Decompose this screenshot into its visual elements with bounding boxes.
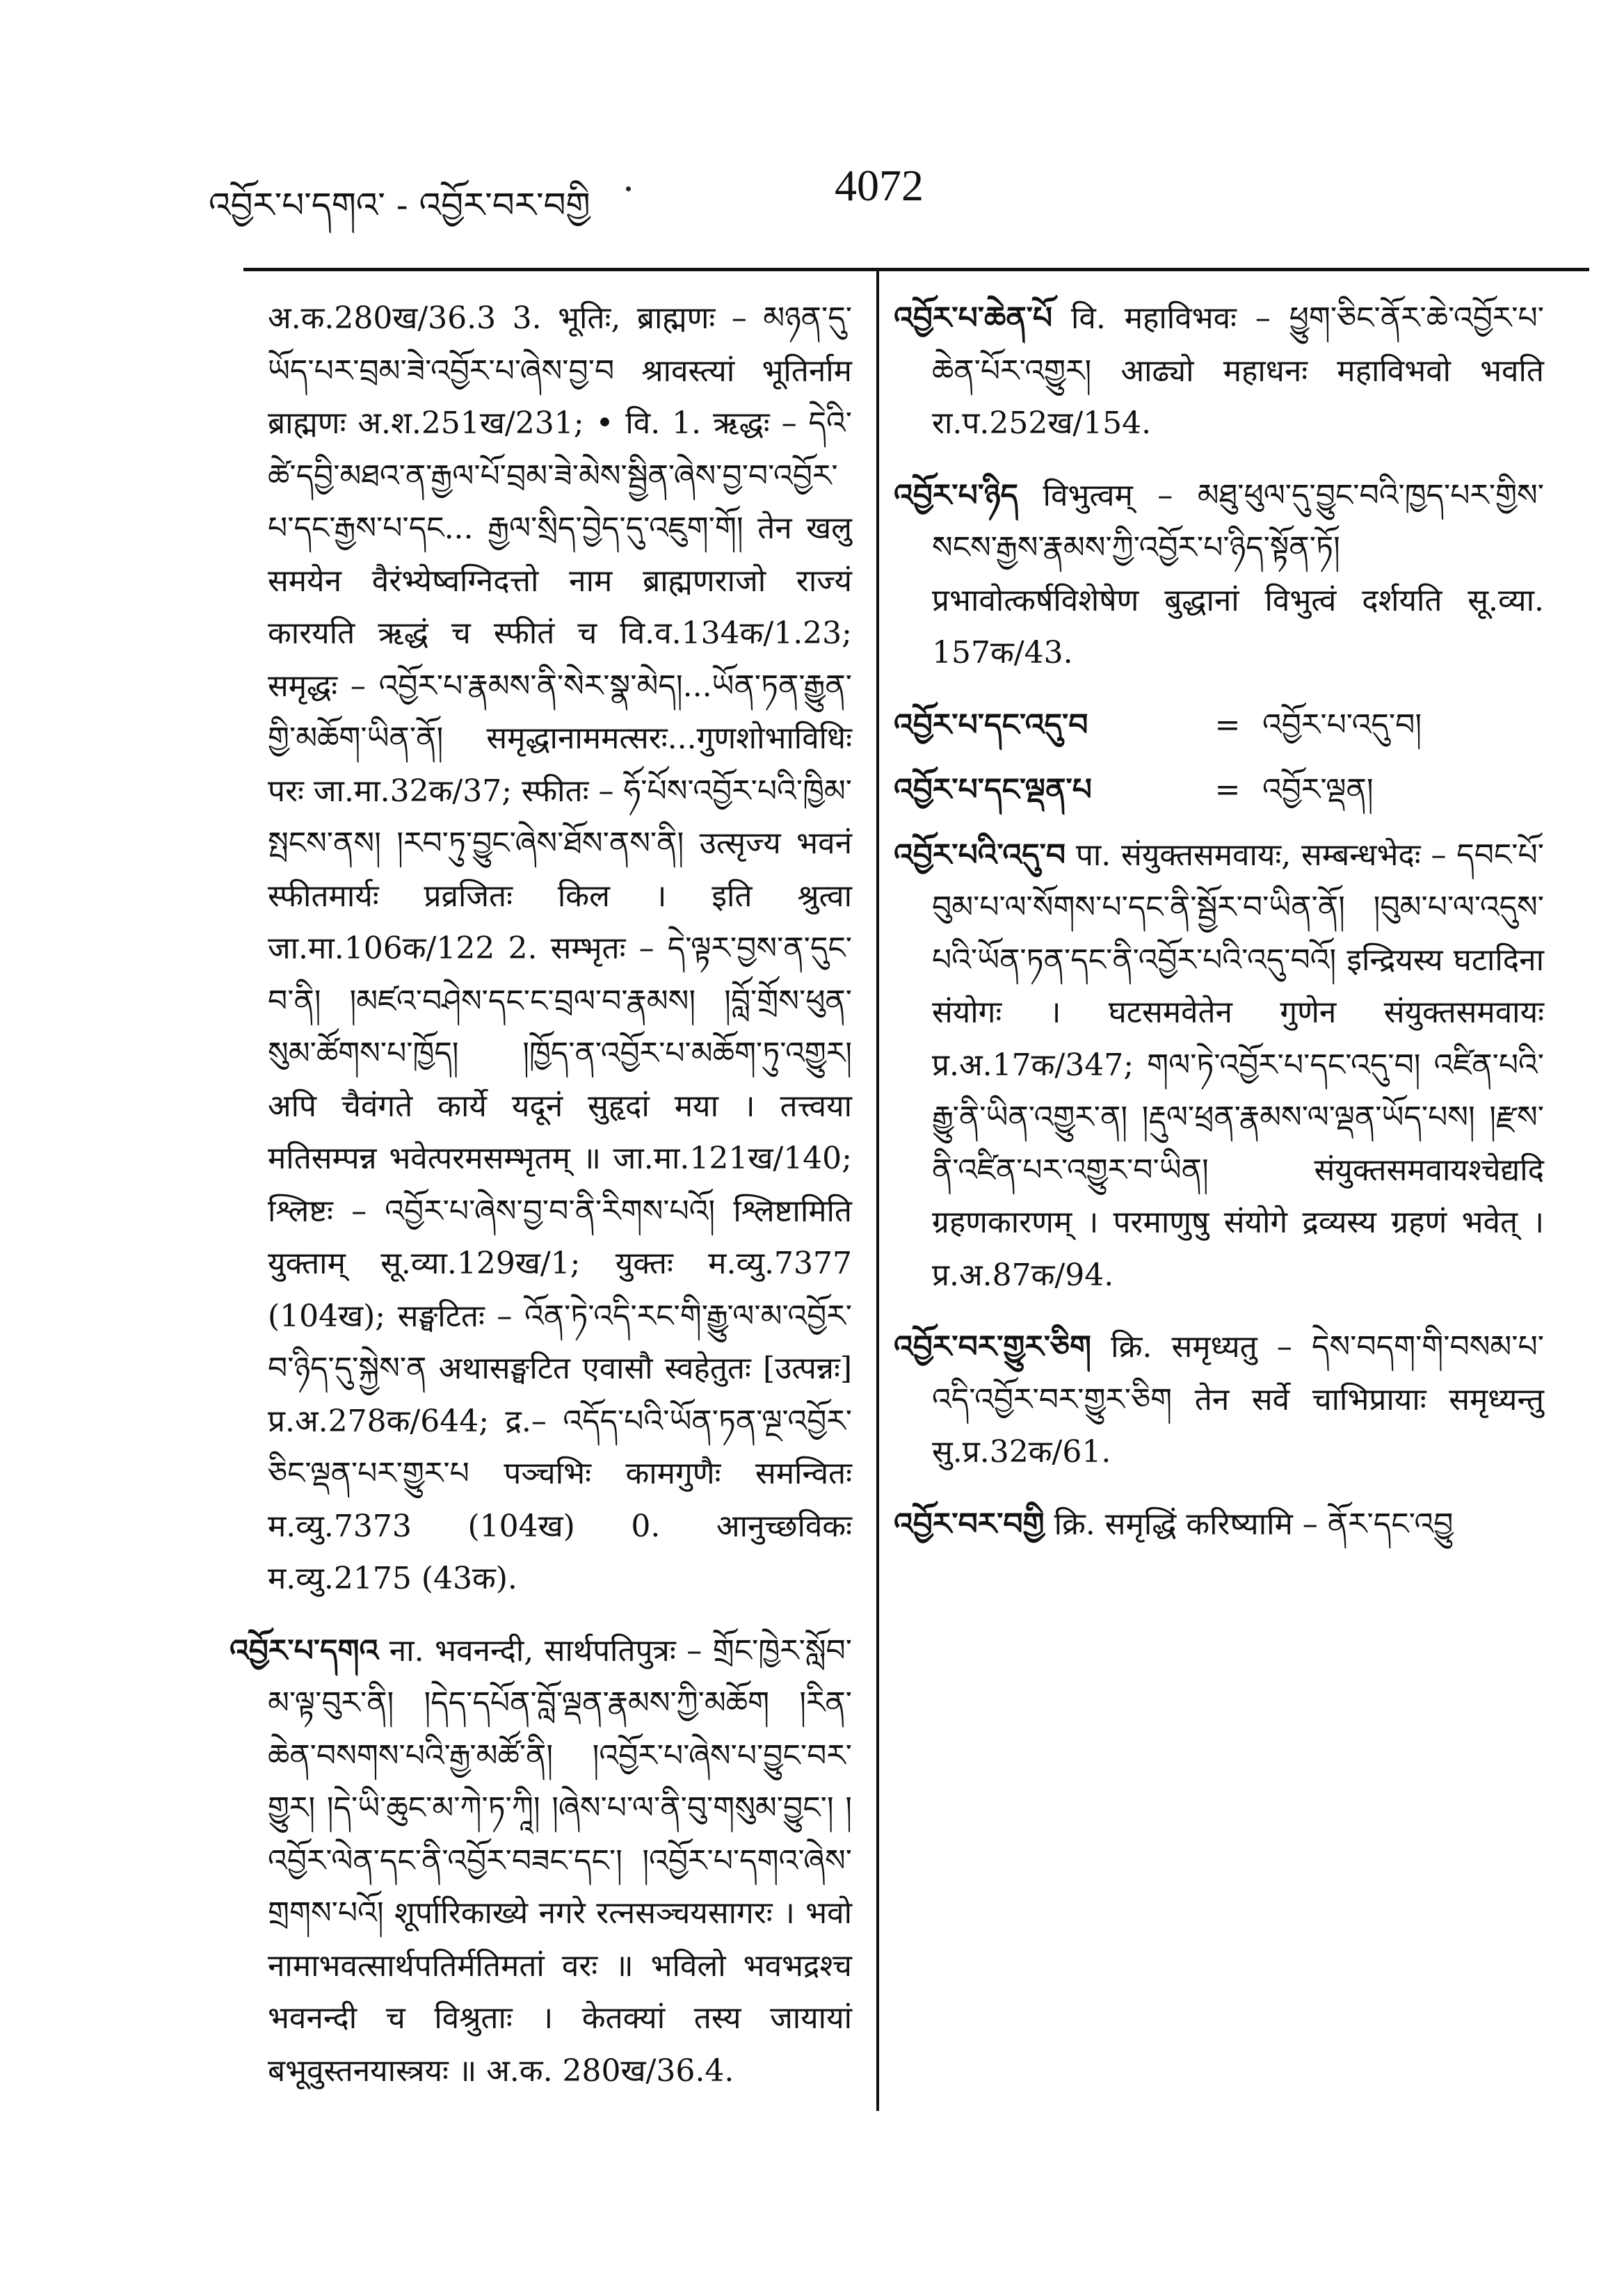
cross-ref-target: འབྱོར་པ་འདུ་བ། <box>1262 707 1422 743</box>
entry-body: ना. भवनन्दी, सार्थपतिपुत्रः – གྲོང་ཁྱེར་སློབ་མ་ལྟ་བུར་ནི། །དེད་དཔོན་བློ་ལྡན་རྣམས་ཀྱི་མཆོག །རིན་ཆེན་བསགས་པའི་རྒྱ་མཚོ་ནི། །འབྱོར་པ་ཞེས་པ་བྱུང་བར་གྱུར། །དེ་ཡི་ཆུང་མ་ཀེ་ཏ་ཀཱི། །ཞེས་པ་ལ་ནི་བུ་གསུམ་བྱུང་། །འབྱོར་ལེན་དང་ནི་འབྱོར་བཟང་དང་། །འབྱོར་པ་དགའ་ཞེས་གྲགས་པའོ། शूर्पारिकाख्ये नगरे रत्नसञ्चयसागरः । भवो नामाभवत्सार्थपतिर्मतिमतां वरः ॥ भविलो भवभद्रश्च भवनन्दी च विश्रुताः । केतक्यां तस्य जायायां बभूवुस्तनयास्त्रयः ॥ अ.क. 280ख/36.4. <box>268 1632 852 2089</box>
cross-reference <box>894 699 1544 752</box>
left-column <box>230 292 852 2117</box>
entry-headword: འབྱོར་པ་ཉིད <box>894 477 1019 513</box>
entry-headword: འབྱོར་པ་ཆེན་པོ <box>894 300 1053 336</box>
speck-mark <box>626 186 631 191</box>
running-head: འབྱོར་པ་དགའ་ - འབྱོར་བར་བགྱི <box>209 185 590 225</box>
header-rule <box>243 268 1589 271</box>
entry-body: वि. महाविभवः – ཕྱུག་ཅིང་ནོར་ཆེ་འབྱོར་པ་ཆེན་པོར་འགྱུར། आढ्यो महाधनः महाविभवो भवति रा.प.252ख/154. <box>932 300 1544 441</box>
dictionary-entry <box>894 829 1544 1302</box>
dictionary-entry <box>894 469 1544 680</box>
entry-headword: འབྱོར་པའི་འདུ་བ <box>894 837 1066 873</box>
dictionary-entry <box>894 292 1544 450</box>
continued-entry-text: अ.क.280ख/36.3 3. भूतिः, ब्राह्मणः – མཉན་དུ་ཡོད་པར་བྲམ་ཟེ་འབྱོར་པ་ཞེས་བྱ་བ श्रावस्त्यां भूतिर्नाम ब्राह्मणः अ.श.251ख/231; • वि. 1. ऋद्धः – དེའི་ཚེ་དབྱི་མཐའ་ན་རྒྱལ་པོ་བྲམ་ཟེ་མེས་སྦྱིན་ཞེས་བྱ་བ་འབྱོར་པ་དང་རྒྱས་པ་དང... རྒྱལ་སྲིད་བྱེད་དུ་འཇུག་གོ། तेन खलु समयेन वैरंभ्येष्वग्निदत्तो नाम ब्राह्मणराजो राज्यं कारयति ऋद्धं च स्फीतं च वि.व.134क/1.23; समृद्धः – འབྱོར་པ་རྣམས་ནི་སེར་སྣ་མེད།...ཡོན་ཏན་རྒྱུན་གྱི་མཆོག་ཡིན་ནོ། समृद्धानाममत्सरः...गुणशोभाविधिः परः जा.मा.32क/37; स्फीतः – ཧོ་པོས་འབྱོར་པའི་ཁྱིམ་སྤངས་ནས། །རབ་ཏུ་བྱུང་ཞེས་ཐོས་ནས་ནི། उत्सृज्य भवनं स्फीतमार्यः प्रव्रजितः किल । इति श्रुत्वा जा.मा.106क/122 2. सम्भृतः – དེ་ལྟར་བྱས་ན་དུང་བ་ནི། །མཛའ་བཤེས་དང་ང་བྲལ་བ་རྣམས། །བློ་གྲོས་ཕུན་སུམ་ཚོགས་པ་ཁྱོད། །ཁྱོད་ན་འབྱོར་པ་མཆོག་ཏུ་འགྱུར། अपि चैवंगते कार्ये यदूनं सुहृदां मया । तत्त्वया मतिसम्पन्न भवेत्परमसम्भृतम् ॥ जा.मा.121ख/140; श्लिष्टः – འབྱོར་པ་ཞེས་བྱ་བ་ནི་རིགས་པའོ། श्लिष्टामिति युक्ताम् सू.व्या.129ख/1; युक्तः म.व्यु.7377 (104ख); सङ्घटितः – འོན་ཏེ་འདི་རང་གི་རྒྱུ་ལ་མ་འབྱོར་བ་ཉིད་དུ་སྐྱེས་ན अथासङ्घटित एवासौ स्वहेतुतः [उत्पन्नः] प्र.अ.278क/644; द्र.– འདོད་པའི་ཡོན་ཏན་ལྔ་འབྱོར་ཅིང་ལྡན་པར་གྱུར་པ पञ्चभिः कामगुणैः समन्वितः म.व्यु.7373 (104ख) 0. आनुच्छविकः म.व्यु.2175 (43क). <box>268 300 852 1596</box>
entry-body: विभुत्वम् – མཐུ་ཕུལ་དུ་བྱུང་བའི་ཁྱད་པར་གྱིས་སངས་རྒྱས་རྣམས་ཀྱི་འབྱོར་པ་ཉིད་སྟོན་ཏོ། प्रभावोत्कर्षविशेषेण बुद्धानां विभुत्वं दर्शयति सू.व्या. 157क/43. <box>932 477 1544 670</box>
cross-reference <box>894 764 1544 817</box>
equals-sign: = <box>1214 707 1241 743</box>
entry-body: क्रि. समृध्यतु – དེས་བདག་གི་བསམ་པ་འདི་འབྱོར་བར་གྱུར་ཅིག तेन सर्वे चाभिप्रायाः समृध्यन्तु सु.प्र.32क/61. <box>932 1329 1544 1470</box>
cross-ref-term: འབྱོར་པ་དང་འདུ་བ <box>894 707 1088 743</box>
entry-body: क्रि. समृद्धिं करिष्यामि – ནོར་དང་འབྱུ <box>1044 1506 1454 1542</box>
right-column <box>894 292 1544 1570</box>
dictionary-entry <box>894 1321 1544 1479</box>
entry-headword: འབྱོར་བར་གྱུར་ཅིག <box>894 1329 1092 1365</box>
dictionary-entry <box>230 1625 852 2098</box>
dictionary-entry <box>894 1498 1544 1551</box>
page-header <box>209 160 1530 225</box>
entry-headword: འབྱོར་པ་དགའ <box>230 1632 379 1669</box>
equals-sign: = <box>1214 772 1241 808</box>
page-number: 4072 <box>835 161 924 210</box>
cross-ref-target: འབྱོར་ལྡན། <box>1262 772 1374 808</box>
column-divider <box>876 268 879 2111</box>
cross-ref-term: འབྱོར་པ་དང་ལྡན་པ <box>894 772 1092 808</box>
entry-body: पा. संयुक्तसमवायः, सम्बन्धभेदः – དབང་པོ་བུམ་པ་ལ་སོགས་པ་དང་ནི་སྦྱོར་བ་ཡིན་ནོ། །བུམ་པ་ལ་འདུས་པའི་ཡོན་ཏན་དང་ནི་འབྱོར་པའི་འདུ་བའོ། इन्द्रियस्य घटादिना संयोगः । घटसमवेतेन गुणेन संयुक्तसमवायः प्र.अ.17क/347; གལ་ཏེ་འབྱོར་པ་དང་འདུ་བ། འཛིན་པའི་རྒྱུ་ནི་ཡིན་འགྱུར་ན། །རྡུལ་ཕྲན་རྣམས་ལ་ལྡན་ཡོད་པས། །རྫས་ནི་འཛིན་པར་འགྱུར་བ་ཡིན། संयुक्तसमवायश्चेद्यदि ग्रहणकारणम् । परमाणुषु संयोगे द्रव्यस्य ग्रहणं भवेत् । प्र.अ.87क/94. <box>932 837 1544 1293</box>
entry-headword: འབྱོར་བར་བགྱི <box>894 1506 1045 1542</box>
